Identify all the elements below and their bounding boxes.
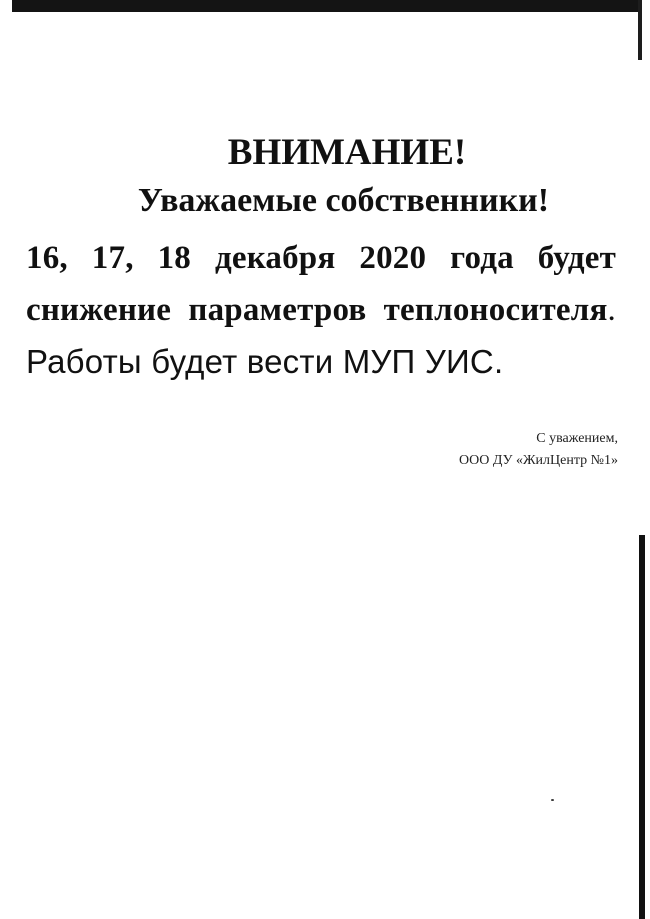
notice-heading: ВНИМАНИЕ! <box>227 132 467 173</box>
notice-body <box>26 232 616 389</box>
scan-edge-right-top <box>638 0 642 60</box>
notice-body-regular: Работы будет вести МУП УИС. <box>26 343 504 380</box>
notice-greeting: Уважаемые собственники! <box>137 182 550 219</box>
scan-edge-right-bottom <box>639 535 645 919</box>
signature <box>459 428 618 472</box>
notice <box>26 128 616 389</box>
notice-body-period: . <box>607 292 616 328</box>
notice-body-bold: 16, 17, 18 декабря 2020 года будет снижение параметров теплоносителя <box>26 240 616 328</box>
signature-line-1: С уважением, <box>536 431 618 446</box>
signature-line-2: ООО ДУ «ЖилЦентр №1» <box>459 453 618 468</box>
scan-edge-top <box>12 0 638 12</box>
scan-speck <box>551 799 554 801</box>
